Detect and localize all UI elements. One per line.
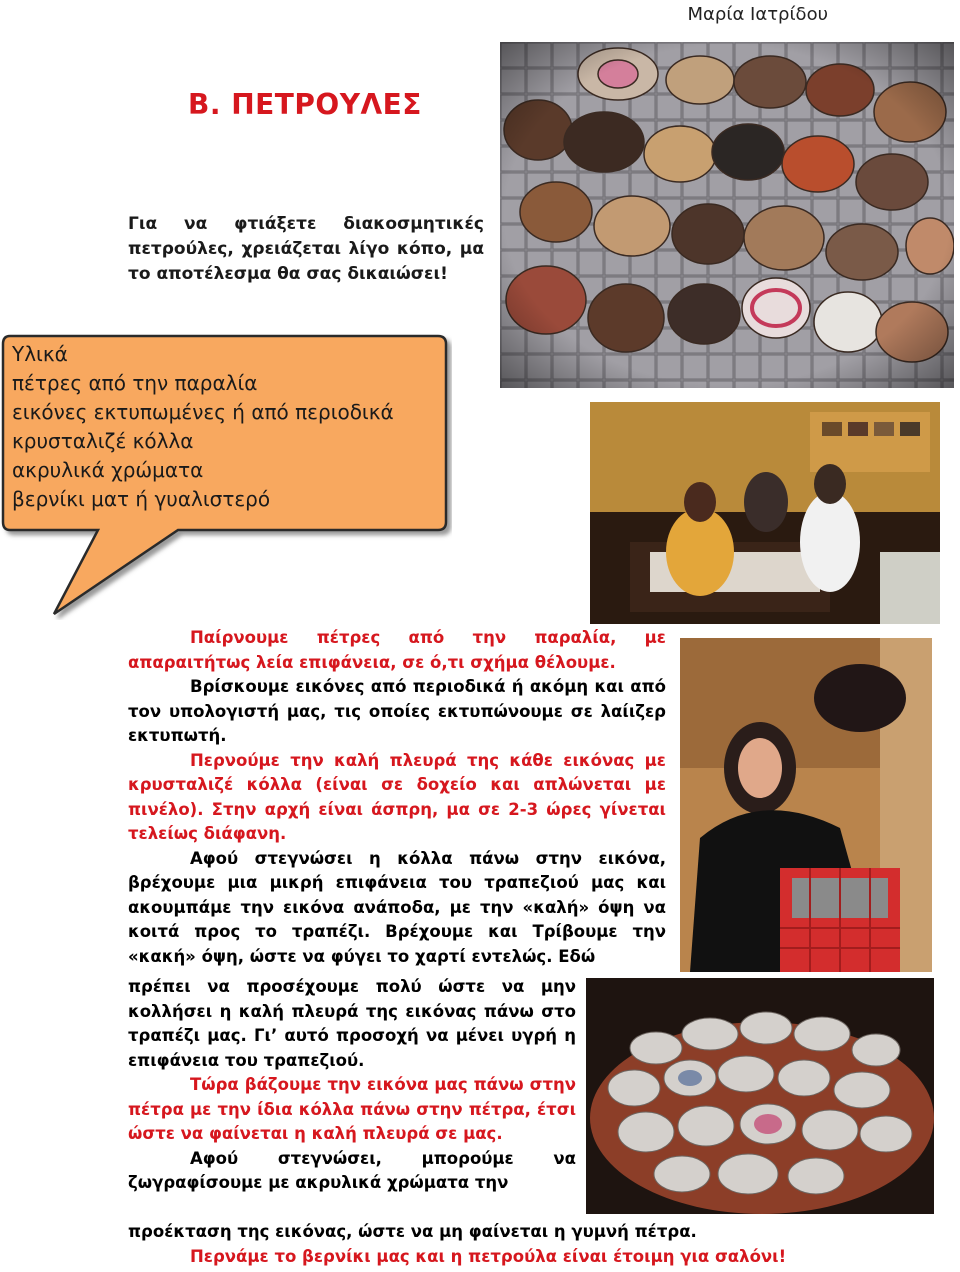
step-paragraph: Αφού στεγνώσει, μπορούμε να ζωγραφίσουμε με ακρυλικά χρώματα την: [128, 1148, 576, 1192]
materials-list: [12, 340, 394, 514]
material-item: κρυσταλιζέ κόλλα: [12, 429, 194, 453]
step-paragraph: Βρίσκουμε εικόνες από περιοδικά ή ακόμη και από τον υπολογιστή μας, τις οποίες εκτυπώνουμε σε λαίιζερ εκτυπωτή.: [128, 677, 666, 745]
material-item: βερνίκι ματ ή γυαλιστερό: [12, 487, 271, 511]
author-name: Μαρία Ιατρίδου: [687, 4, 828, 25]
decorated-stones-photo: [500, 42, 954, 388]
stones-on-table-photo: [586, 978, 934, 1214]
material-item: ακρυλικά χρώματα: [12, 458, 204, 482]
step-paragraph: Περνούμε την καλή πλευρά της κάθε εικόνας με κρυσταλιζέ κόλλα (είναι σε δοχείο και απλώνεται με πινέλο). Στην αρχή είναι άσπρη, μα σε 2-3 ώρες γίνεται τελείως διάφανη.: [128, 750, 666, 843]
instructions-block-2: [128, 975, 576, 1196]
step-paragraph: πρέπει να προσέχουμε πολύ ώστε να μην κολλήσει η καλή πλευρά της εικόνας πάνω στο τραπέζι μας. Γι’ αυτό προσοχή να μένει υγρή η επιφάνεια του τραπεζιού.: [128, 977, 576, 1070]
step-paragraph: Παίρνουμε πέτρες από την παραλία, με απαραιτήτως λεία επιφάνεια, σε ό,τι σχήμα θέλουμε.: [128, 628, 666, 672]
woman-crate-photo: [680, 638, 932, 972]
material-item: εικόνες εκτυπωμένες ή από περιοδικά: [12, 400, 394, 424]
step-paragraph: Αφού στεγνώσει η κόλλα πάνω στην εικόνα, βρέχουμε μια μικρή επιφάνεια του τραπεζιού μας και ακουμπάμε την εικόνα ανάποδα, με την «καλή» όψη να κοιτά προς το τραπέζι. Βρέχουμε και Τρίβουμε την «κακή» όψη, ώστε να φύγει το χαρτί εντελώς. Εδώ: [128, 848, 666, 966]
instructions-block-1: [128, 626, 666, 969]
step-paragraph: Τώρα βάζουμε την εικόνα μας πάνω στην πέτρα με την ίδια κόλλα πάνω στην πέτρα, έτσι ώστε να φαίνεται η καλή πλευρά σε μας.: [128, 1075, 576, 1143]
step-paragraph: Περνάμε το βερνίκι μας και η πετρούλα είναι έτοιμη για σαλόνι!: [190, 1246, 787, 1266]
intro-paragraph: Για να φτιάξετε διακοσμητικές πετρούλες, χρειάζεται λίγο κόπο, μα το αποτέλεσμα θα σας δικαιώσει!: [128, 214, 484, 284]
step-paragraph: προέκταση της εικόνας, ώστε να μη φαίνεται η γυμνή πέτρα.: [128, 1222, 697, 1241]
section-title: Β. ΠΕΤΡΟΥΛΕΣ: [188, 88, 422, 121]
instructions-block-3: [128, 1220, 828, 1269]
workshop-photo: [590, 402, 940, 624]
materials-title: Υλικά: [12, 342, 68, 366]
material-item: πέτρες από την παραλία: [12, 371, 258, 395]
